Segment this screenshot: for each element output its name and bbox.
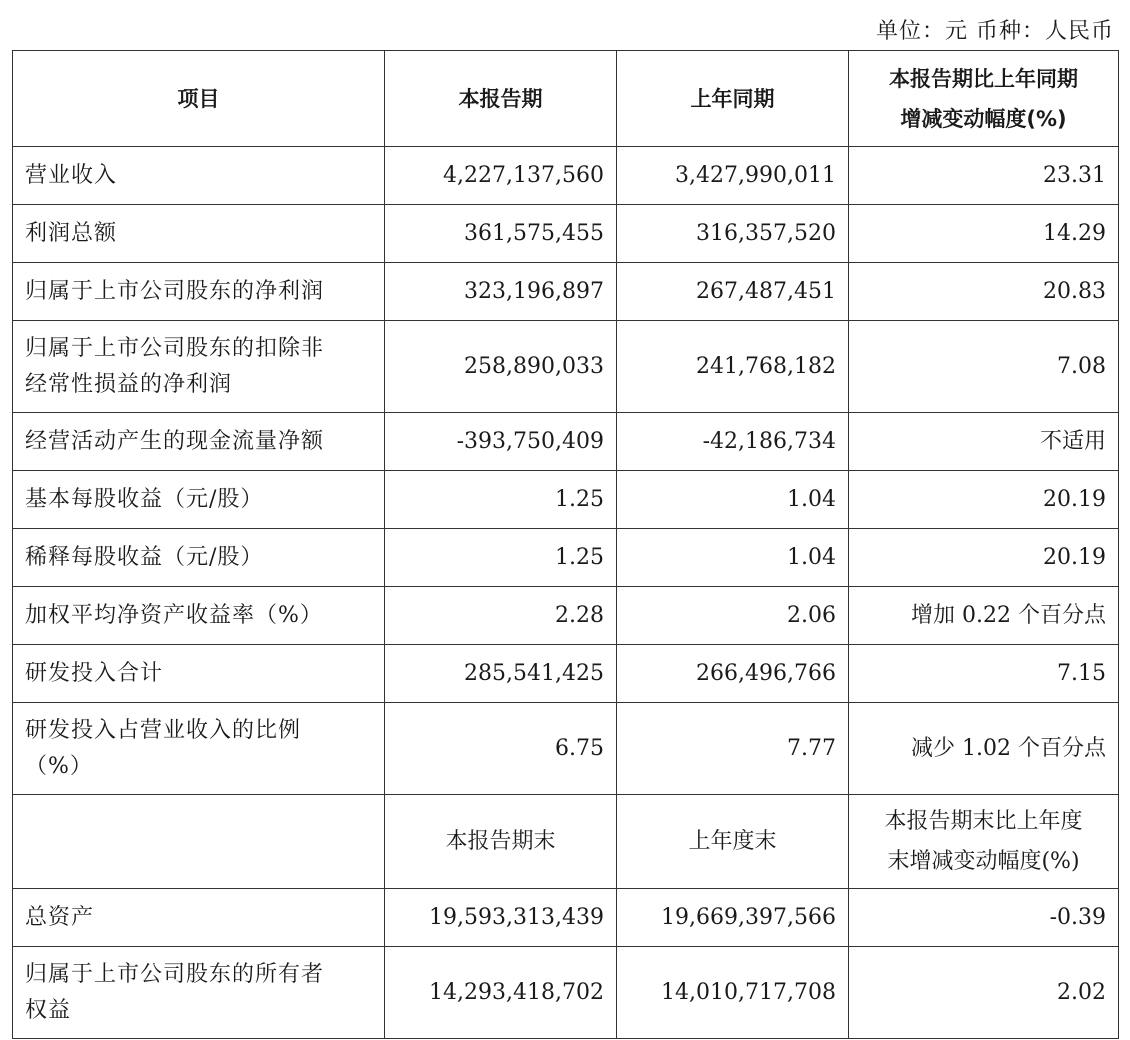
header-change-line1: 本报告期比上年同期: [889, 66, 1078, 91]
financial-summary-table: [12, 50, 1119, 1039]
row-prior: -42,186,734: [617, 413, 849, 471]
row-label-line2: 权益: [25, 997, 72, 1023]
row-label: 稀释每股收益（元/股）: [13, 529, 385, 587]
header-change: [849, 51, 1119, 147]
table-header-row: [13, 51, 1119, 147]
row-change: 14.29: [849, 205, 1119, 263]
header-current-period: 本报告期: [385, 51, 617, 147]
table-row: [13, 471, 1119, 529]
row-change: 减少 1.02 个百分点: [849, 703, 1119, 795]
table-row: [13, 413, 1119, 471]
row-change: 7.08: [849, 321, 1119, 413]
table-row: [13, 263, 1119, 321]
row-label: 总资产: [13, 889, 385, 947]
row-label-line2: 经常性损益的净利润: [25, 371, 233, 397]
row-current: -393,750,409: [385, 413, 617, 471]
table-row: [13, 529, 1119, 587]
row-label: 营业收入: [13, 147, 385, 205]
row-current: 361,575,455: [385, 205, 617, 263]
row-change: -0.39: [849, 889, 1119, 947]
row-prior: 316,357,520: [617, 205, 849, 263]
row-current: 2.28: [385, 587, 617, 645]
row-prior: 1.04: [617, 471, 849, 529]
row-label: 加权平均净资产收益率（%）: [13, 587, 385, 645]
row-prior: 266,496,766: [617, 645, 849, 703]
subheader-prior-year-end: 上年度末: [617, 795, 849, 889]
row-change: 20.19: [849, 471, 1119, 529]
row-change: 增加 0.22 个百分点: [849, 587, 1119, 645]
row-current: 14,293,418,702: [385, 947, 617, 1039]
row-prior: 267,487,451: [617, 263, 849, 321]
table-subheader-row: [13, 795, 1119, 889]
row-prior: 14,010,717,708: [617, 947, 849, 1039]
row-current: 258,890,033: [385, 321, 617, 413]
row-change: 7.15: [849, 645, 1119, 703]
header-change-line2: 增减变动幅度(%): [900, 106, 1067, 131]
row-label-line1: 研发投入占营业收入的比例: [25, 717, 302, 743]
row-current: 1.25: [385, 529, 617, 587]
row-change: 不适用: [849, 413, 1119, 471]
table-row: [13, 321, 1119, 413]
table-row: [13, 587, 1119, 645]
subheader-item: [13, 795, 385, 889]
table-row: [13, 889, 1119, 947]
row-prior: 241,768,182: [617, 321, 849, 413]
row-label: 利润总额: [13, 205, 385, 263]
row-change: 2.02: [849, 947, 1119, 1039]
row-change: 20.19: [849, 529, 1119, 587]
table-row: [13, 147, 1119, 205]
row-label: [13, 321, 385, 413]
row-prior: 3,427,990,011: [617, 147, 849, 205]
table-row: [13, 703, 1119, 795]
header-prior-period: 上年同期: [617, 51, 849, 147]
row-current: 1.25: [385, 471, 617, 529]
row-change: 23.31: [849, 147, 1119, 205]
header-item: 项目: [13, 51, 385, 147]
subheader-change-line2: 末增减变动幅度(%): [887, 848, 1080, 874]
table-row: [13, 645, 1119, 703]
row-label-line2: （%）: [25, 753, 93, 779]
row-prior: 1.04: [617, 529, 849, 587]
row-label-line1: 归属于上市公司股东的所有者: [25, 961, 325, 987]
row-label: 归属于上市公司股东的净利润: [13, 263, 385, 321]
row-current: 19,593,313,439: [385, 889, 617, 947]
row-prior: 7.77: [617, 703, 849, 795]
row-current: 4,227,137,560: [385, 147, 617, 205]
row-label: [13, 703, 385, 795]
table-row: [13, 205, 1119, 263]
row-current: 285,541,425: [385, 645, 617, 703]
table-row: [13, 947, 1119, 1039]
row-label: 经营活动产生的现金流量净额: [13, 413, 385, 471]
row-prior: 19,669,397,566: [617, 889, 849, 947]
subheader-change-line1: 本报告期末比上年度: [884, 808, 1083, 834]
subheader-change: [849, 795, 1119, 889]
row-change: 20.83: [849, 263, 1119, 321]
row-label: [13, 947, 385, 1039]
row-current: 6.75: [385, 703, 617, 795]
row-prior: 2.06: [617, 587, 849, 645]
row-label: 基本每股收益（元/股）: [13, 471, 385, 529]
subheader-current-period-end: 本报告期末: [385, 795, 617, 889]
unit-note: 单位：元 币种：人民币: [876, 19, 1114, 44]
row-label: 研发投入合计: [13, 645, 385, 703]
row-label-line1: 归属于上市公司股东的扣除非: [25, 335, 325, 361]
row-current: 323,196,897: [385, 263, 617, 321]
